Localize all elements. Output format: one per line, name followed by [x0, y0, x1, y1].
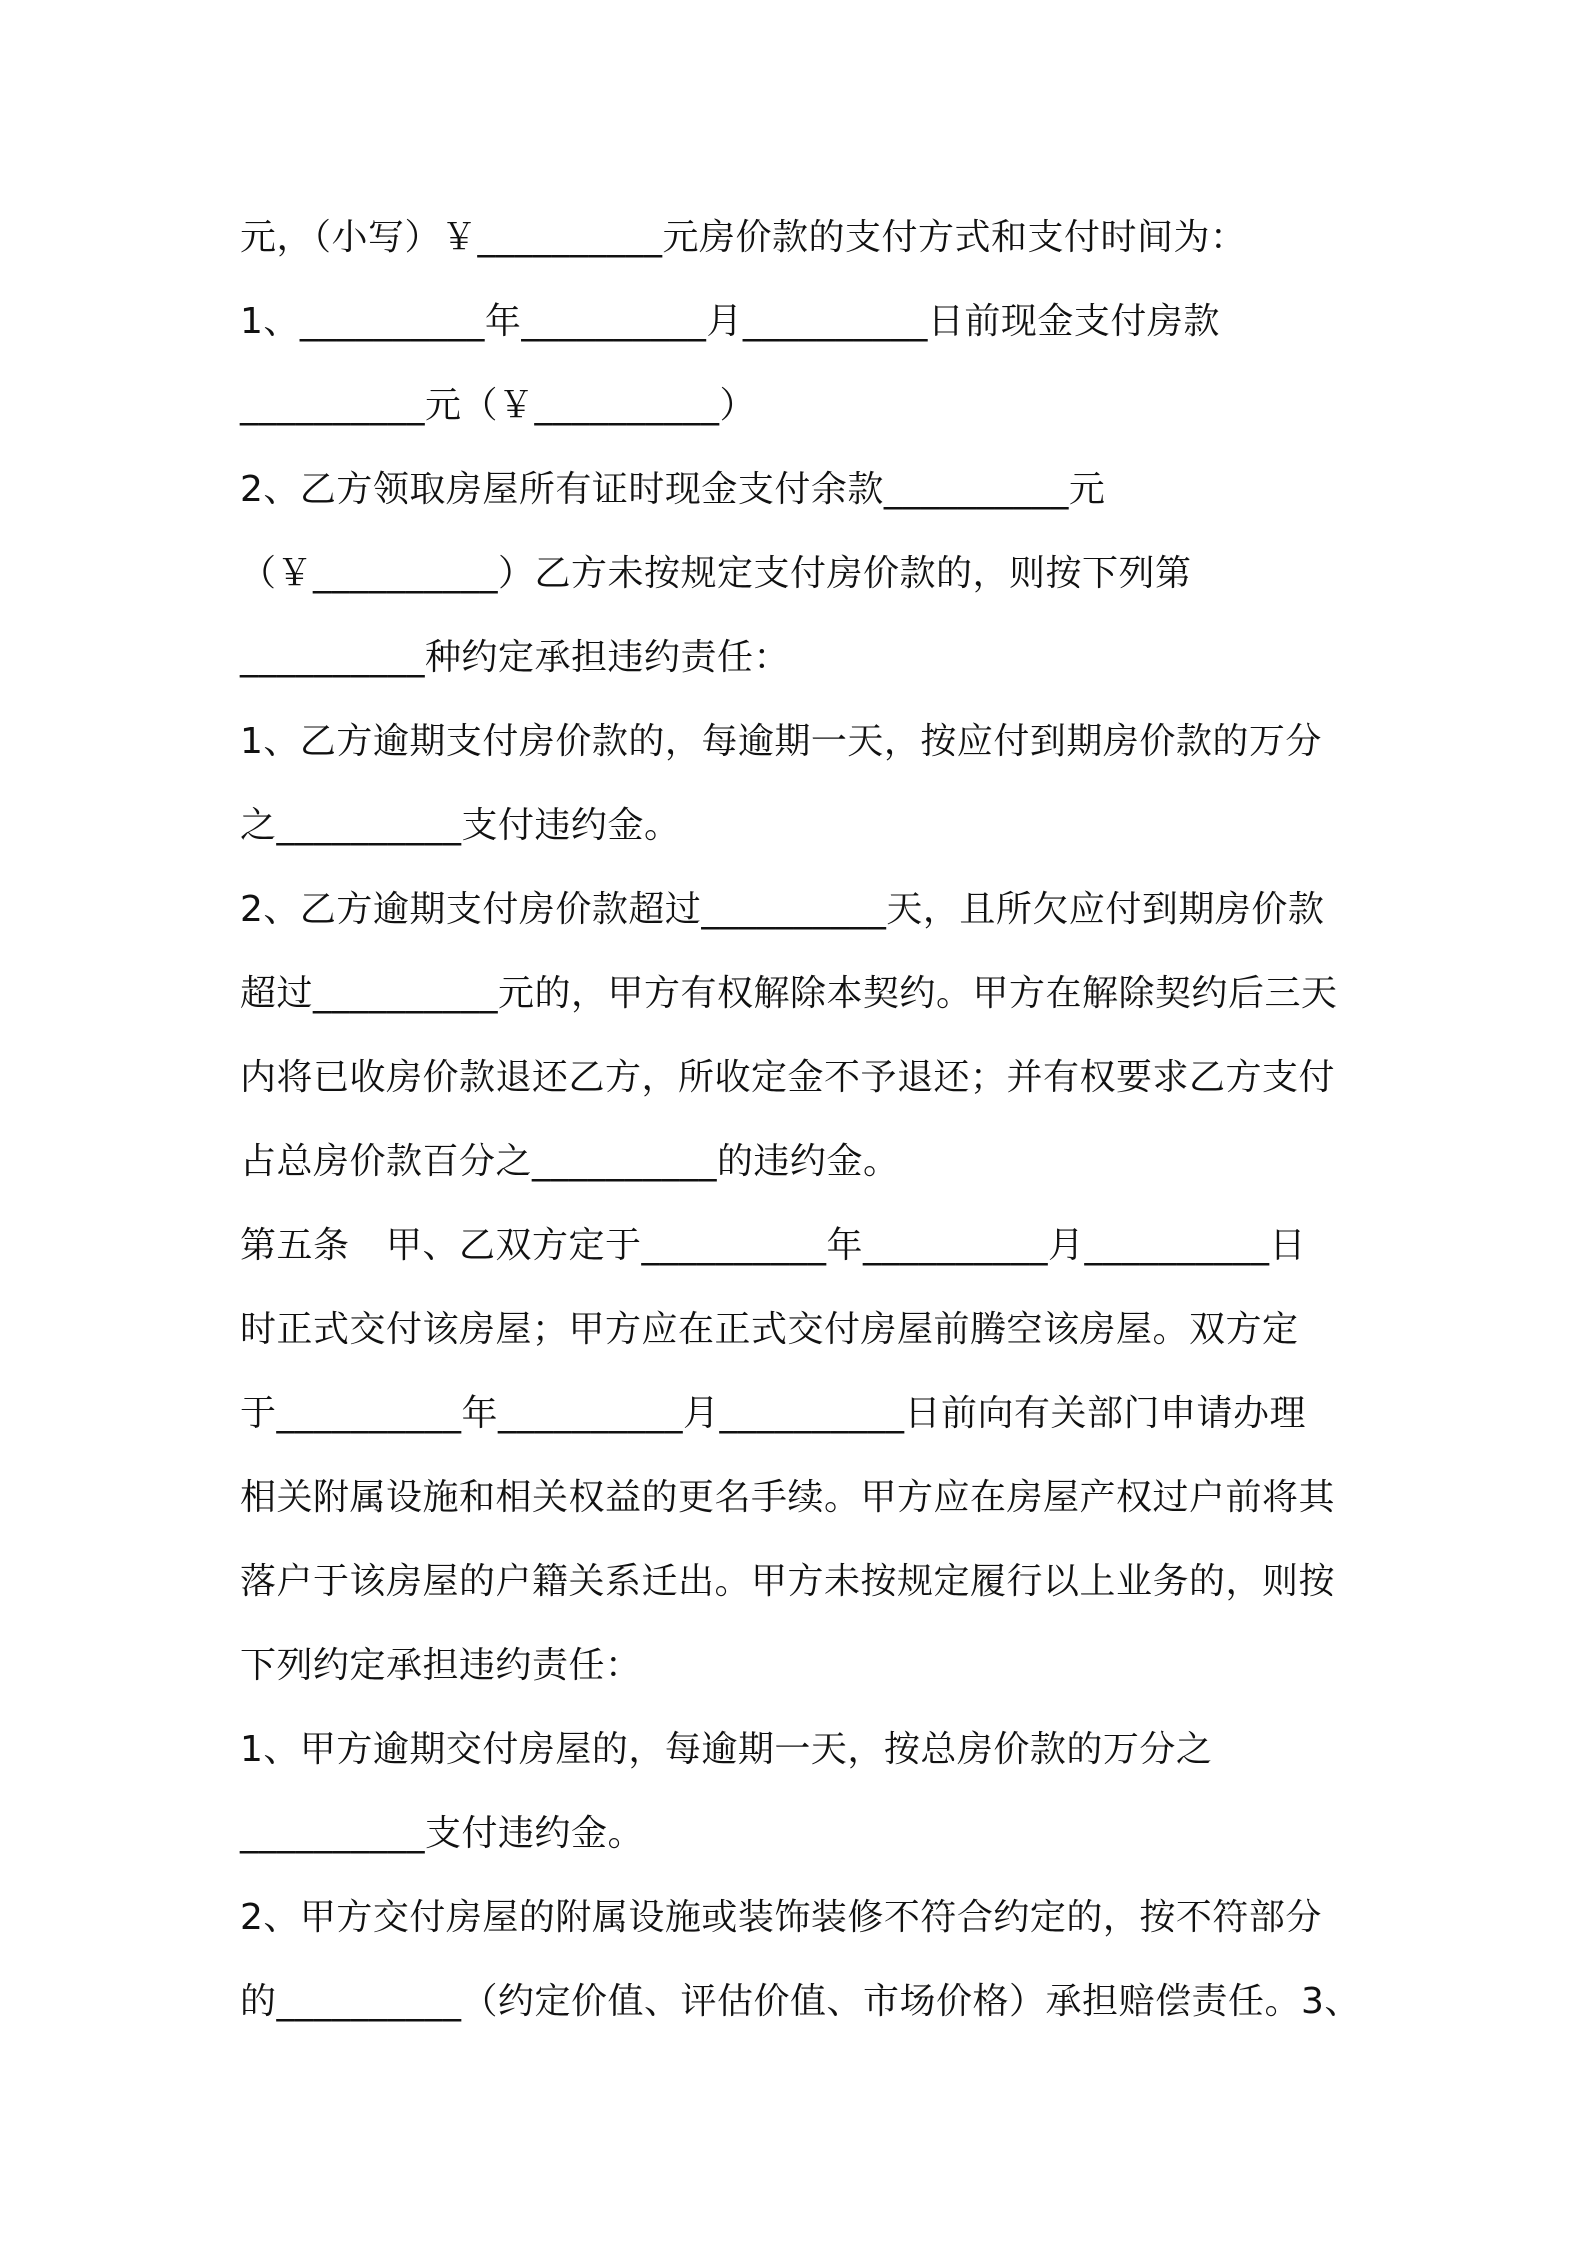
text-line: 下列约定承担违约责任：	[240, 1645, 642, 1686]
text-line: 1、__________年__________月__________日前现金支付房款	[240, 301, 1220, 342]
text-line: __________元（￥__________）	[240, 385, 757, 426]
text-line: 内将已收房价款退还乙方，所收定金不予退还；并有权要求乙方支付	[240, 1057, 1336, 1098]
text-line: 占总房价款百分之__________的违约金。	[240, 1141, 900, 1182]
text-line: __________支付违约金。	[240, 1813, 645, 1854]
text-line: 于__________年__________月__________日前向有关部门申请办理	[240, 1393, 1307, 1434]
text-line: 元，（小写）￥__________元房价款的支付方式和支付时间为：	[240, 217, 1247, 258]
text-line: 2、甲方交付房屋的附属设施或装饰装修不符合约定的，按不符部分	[240, 1897, 1322, 1938]
text-line: 落户于该房屋的户籍关系迁出。甲方未按规定履行以上业务的，则按	[240, 1561, 1336, 1602]
text-line: 2、乙方逾期支付房价款超过__________天，且所欠应付到期房价款	[240, 889, 1325, 930]
text-line: 2、乙方领取房屋所有证时现金支付余款__________元	[240, 469, 1106, 510]
text-line: 的__________（约定价值、评估价值、市场价格）承担赔偿责任。3、	[240, 1981, 1361, 2022]
text-line: __________种约定承担违约责任：	[240, 637, 791, 678]
text-line: 超过__________元的，甲方有权解除本契约。甲方在解除契约后三天	[240, 973, 1338, 1014]
text-line: 第五条 甲、乙双方定于__________年__________月__________日	[240, 1225, 1307, 1266]
text-line: 相关附属设施和相关权益的更名手续。甲方应在房屋产权过户前将其	[240, 1477, 1336, 1518]
text-line: 1、乙方逾期支付房价款的，每逾期一天，按应付到期房价款的万分	[240, 721, 1322, 762]
text-line: 1、甲方逾期交付房屋的，每逾期一天，按总房价款的万分之	[240, 1729, 1213, 1770]
text-line: 之__________支付违约金。	[240, 805, 681, 846]
document-body	[240, 196, 1380, 2044]
text-line: （￥__________）乙方未按规定支付房价款的，则按下列第	[240, 553, 1192, 594]
text-line: 时正式交付该房屋；甲方应在正式交付房屋前腾空该房屋。双方定	[240, 1309, 1299, 1350]
